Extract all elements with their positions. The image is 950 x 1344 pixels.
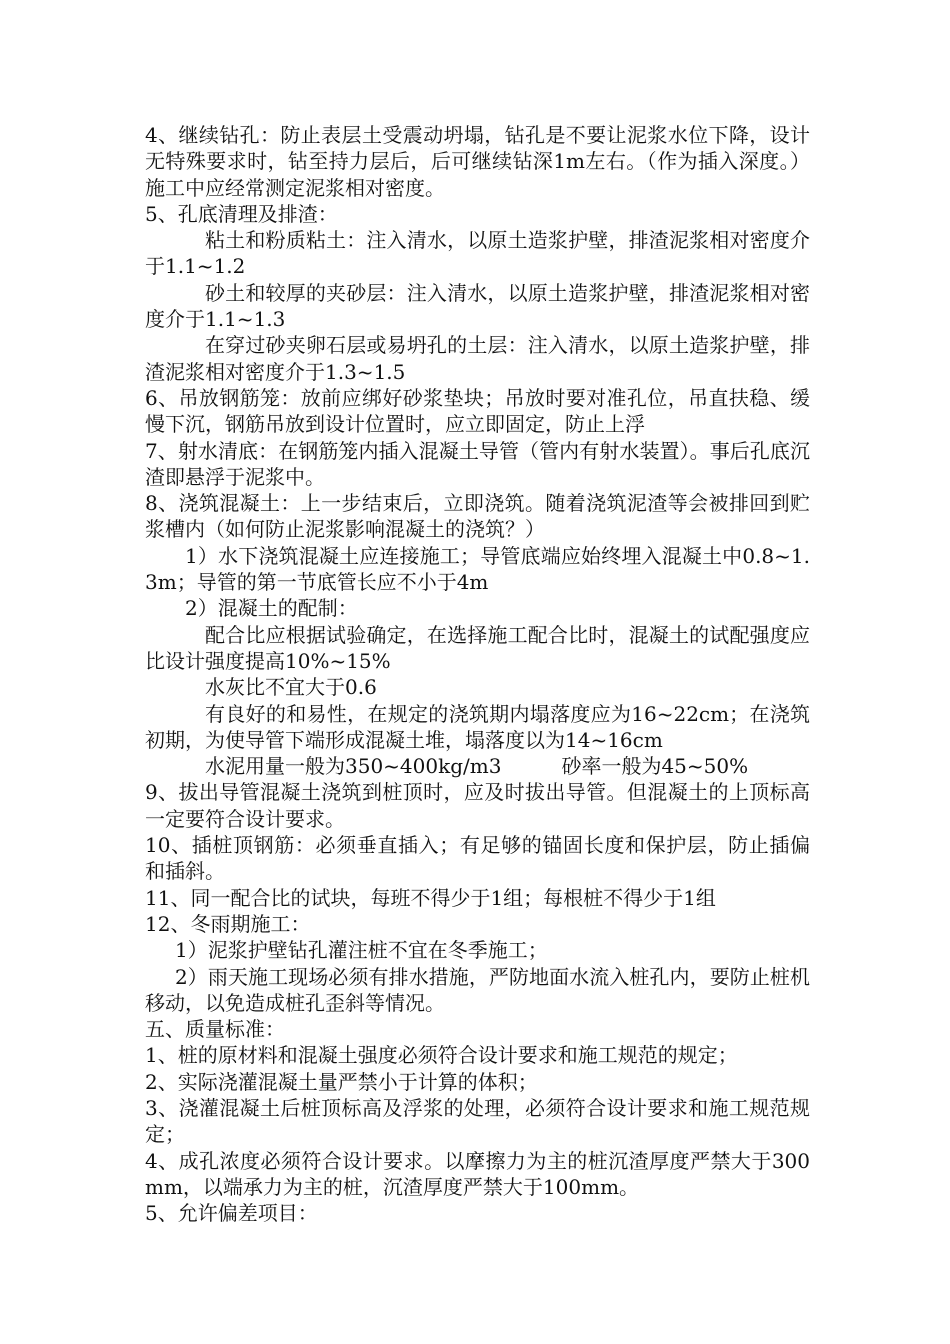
paragraph-mix-heading: 2）混凝土的配制： bbox=[185, 596, 358, 621]
paragraph-rain: 2）雨天施工现场必须有排水措施，严防地面水流入桩孔内，要防止桩机移动，以免造成桩孔歪斜等情况。 bbox=[145, 964, 810, 1015]
paragraph-mix-ratio: 配合比应根据试验确定，在选择施工配合比时，混凝土的试配强度应比设计强度提高10%~15% bbox=[145, 622, 810, 673]
paragraph-quality-2: 2、实际浇灌混凝土量严禁小于计算的体积； bbox=[145, 1069, 538, 1094]
paragraph-continue-drilling: 4、继续钻孔：防止表层土受震动坍塌，钻孔是不要让泥浆水位下降，设计无特殊要求时，钻至持力层后，后可继续钻深1m左右。（作为插入深度。）施工中应经常测定泥浆相对密度。 bbox=[145, 123, 810, 200]
paragraph-rebar-cage: 6、吊放钢筋笼：放前应绑好砂浆垫块；吊放时要对准孔位，吊直扶稳、缓慢下沉，钢筋吊放到设计位置时，应立即固定，防止上浮 bbox=[145, 385, 810, 437]
paragraph-hole-cleaning-heading: 5、孔底清理及排渣： bbox=[145, 201, 338, 226]
paragraph-quality-3: 3、浇灌混凝土后桩顶标高及浮浆的处理，必须符合设计要求和施工规范规定； bbox=[145, 1095, 810, 1147]
paragraph-quality-5: 5、允许偏差项目： bbox=[145, 1201, 318, 1226]
paragraph-sand-density: 砂土和较厚的夹砂层：注入清水，以原土造浆护壁，排渣泥浆相对密度介于1.1~1.3 bbox=[145, 280, 810, 332]
document-body bbox=[145, 122, 810, 1226]
paragraph-insert-rebar: 10、插桩顶钢筋：必须垂直插入；有足够的锚固长度和保护层，防止插偏和插斜。 bbox=[145, 833, 810, 884]
paragraph-water-cleaning: 7、射水清底：在钢筋笼内插入混凝土导管（管内有射水装置）。事后孔底沉渣即悬浮于泥浆中。 bbox=[145, 438, 810, 489]
paragraph-winter: 1）泥浆护壁钻孔灌注桩不宜在冬季施工； bbox=[175, 938, 548, 963]
paragraph-clay-density: 粘土和粉质粘土：注入清水，以原土造浆护壁，排渣泥浆相对密度介于1.1~1.2 bbox=[145, 228, 810, 279]
paragraph-quality-4: 4、成孔浓度必须符合设计要求。以摩擦力为主的桩沉渣厚度严禁大于300mm，以端承力为主的桩，沉渣厚度严禁大于100mm。 bbox=[145, 1148, 810, 1199]
paragraph-quality-1: 1、桩的原材料和混凝土强度必须符合设计要求和施工规范的规定； bbox=[145, 1043, 738, 1068]
paragraph-water-cement: 水灰比不宜大于0.6 bbox=[205, 675, 377, 700]
paragraph-winter-rain-heading: 12、冬雨期施工： bbox=[145, 911, 311, 936]
paragraph-pour-concrete: 8、浇筑混凝土：上一步结束后，立即浇筑。随着浇筑泥渣等会被排回到贮浆槽内（如何防止泥浆影响混凝土的浇筑？） bbox=[145, 491, 810, 542]
paragraph-pull-pipe: 9、拔出导管混凝土浇筑到桩顶时，应及时拔出导管。但混凝土的上顶标高一定要符合设计要求。 bbox=[145, 780, 810, 831]
paragraph-underwater-pour: 1）水下浇筑混凝土应连接施工；导管底端应始终埋入混凝土中0.8~1.3m；导管的第一节底管长应不小于4m bbox=[145, 543, 810, 595]
paragraph-cement-amount: 水泥用量一般为350~400kg/m3 砂率一般为45~50% bbox=[205, 754, 749, 779]
paragraph-gravel-density: 在穿过砂夹卵石层或易坍孔的土层：注入清水，以原土造浆护壁，排渣泥浆相对密度介于1.3~1.5 bbox=[145, 333, 810, 384]
paragraph-test-blocks: 11、同一配合比的试块，每班不得少于1组；每根桩不得少于1组 bbox=[145, 885, 716, 910]
paragraph-slump: 有良好的和易性，在规定的浇筑期内塌落度应为16~22cm；在浇筑初期，为使导管下端形成混凝土堆，塌落度以为14~16cm bbox=[145, 701, 810, 752]
section-heading-quality: 五、质量标准： bbox=[145, 1017, 285, 1042]
